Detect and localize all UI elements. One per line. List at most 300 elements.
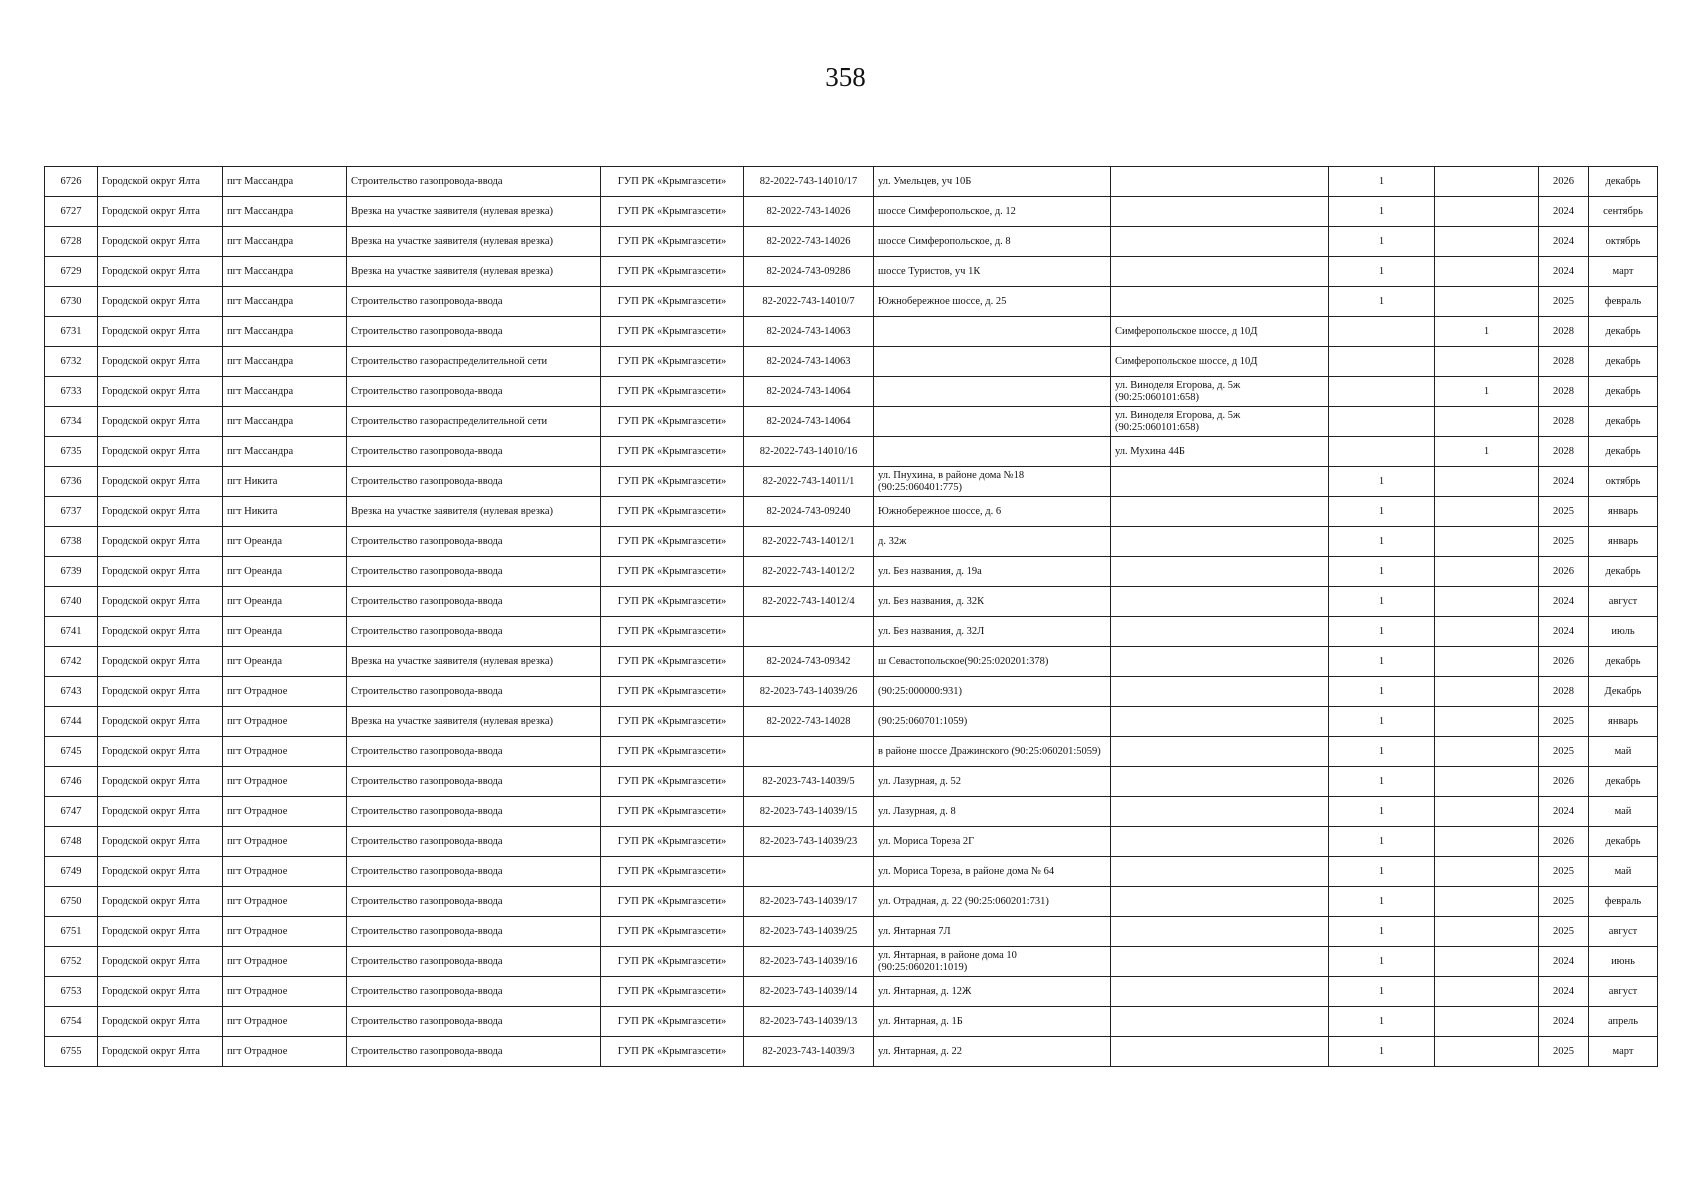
settlement-cell: пгт Ореанда [223, 527, 347, 557]
municipality-cell: Городской округ Ялта [98, 467, 223, 497]
table-row [45, 677, 1658, 707]
address-2-cell [1111, 287, 1329, 317]
month-cell: декабрь [1589, 347, 1658, 377]
month-cell: май [1589, 737, 1658, 767]
register-table [44, 166, 1658, 1067]
tech-conditions-cell: 82-2022-743-14028 [744, 707, 874, 737]
tech-conditions-cell: 82-2024-743-09240 [744, 497, 874, 527]
address-2-cell [1111, 677, 1329, 707]
count-cell: 1 [1329, 917, 1435, 947]
year-cell: 2028 [1539, 377, 1589, 407]
address-2-cell [1111, 707, 1329, 737]
count-cell: 1 [1329, 587, 1435, 617]
tech-conditions-cell: 82-2024-743-14063 [744, 317, 874, 347]
municipality-cell: Городской округ Ялта [98, 767, 223, 797]
month-cell: май [1589, 797, 1658, 827]
year-cell: 2025 [1539, 1037, 1589, 1067]
settlement-cell: пгт Массандра [223, 167, 347, 197]
year-cell: 2026 [1539, 827, 1589, 857]
page-number: 358 [825, 62, 866, 92]
row-number-cell: 6730 [45, 287, 98, 317]
count-cell: 1 [1329, 827, 1435, 857]
municipality-cell: Городской округ Ялта [98, 347, 223, 377]
settlement-cell: пгт Отрадное [223, 677, 347, 707]
municipality-cell: Городской округ Ялта [98, 197, 223, 227]
count-2-cell [1435, 407, 1539, 437]
year-cell: 2025 [1539, 527, 1589, 557]
count-2-cell [1435, 977, 1539, 1007]
month-cell: август [1589, 587, 1658, 617]
organization-cell: ГУП РК «Крымгазсети» [601, 767, 744, 797]
address-2-cell [1111, 617, 1329, 647]
count-2-cell [1435, 197, 1539, 227]
address-cell: ул. Отрадная, д. 22 (90:25:060201:731) [874, 887, 1111, 917]
month-cell: октябрь [1589, 227, 1658, 257]
municipality-cell: Городской округ Ялта [98, 797, 223, 827]
tech-conditions-cell [744, 737, 874, 767]
work-type-cell: Врезка на участке заявителя (нулевая врезка) [347, 257, 601, 287]
count-cell: 1 [1329, 557, 1435, 587]
municipality-cell: Городской округ Ялта [98, 647, 223, 677]
row-number-cell: 6744 [45, 707, 98, 737]
table-row [45, 377, 1658, 407]
address-2-cell [1111, 827, 1329, 857]
organization-cell: ГУП РК «Крымгазсети» [601, 377, 744, 407]
settlement-cell: пгт Никита [223, 467, 347, 497]
work-type-cell: Врезка на участке заявителя (нулевая врезка) [347, 227, 601, 257]
address-cell: ул. Мориса Тореза 2Г [874, 827, 1111, 857]
settlement-cell: пгт Никита [223, 497, 347, 527]
organization-cell: ГУП РК «Крымгазсети» [601, 437, 744, 467]
count-cell: 1 [1329, 617, 1435, 647]
address-cell: ул. Янтарная, д. 22 [874, 1037, 1111, 1067]
row-number-cell: 6728 [45, 227, 98, 257]
address-2-cell: Симферопольское шоссе, д 10Д [1111, 317, 1329, 347]
count-2-cell [1435, 167, 1539, 197]
tech-conditions-cell [744, 617, 874, 647]
address-2-cell [1111, 527, 1329, 557]
work-type-cell: Строительство газораспределительной сети [347, 407, 601, 437]
work-type-cell: Строительство газораспределительной сети [347, 347, 601, 377]
organization-cell: ГУП РК «Крымгазсети» [601, 677, 744, 707]
organization-cell: ГУП РК «Крымгазсети» [601, 287, 744, 317]
month-cell: июль [1589, 617, 1658, 647]
tech-conditions-cell: 82-2023-743-14039/15 [744, 797, 874, 827]
address-cell: шоссе Симферопольское, д. 8 [874, 227, 1111, 257]
address-2-cell [1111, 497, 1329, 527]
address-2-cell [1111, 1007, 1329, 1037]
year-cell: 2026 [1539, 647, 1589, 677]
count-2-cell [1435, 917, 1539, 947]
organization-cell: ГУП РК «Крымгазсети» [601, 257, 744, 287]
tech-conditions-cell: 82-2024-743-14063 [744, 347, 874, 377]
settlement-cell: пгт Отрадное [223, 977, 347, 1007]
address-cell: ул. Без названия, д. 32К [874, 587, 1111, 617]
count-cell: 1 [1329, 287, 1435, 317]
month-cell: январь [1589, 707, 1658, 737]
row-number-cell: 6732 [45, 347, 98, 377]
organization-cell: ГУП РК «Крымгазсети» [601, 887, 744, 917]
work-type-cell: Строительство газопровода-ввода [347, 677, 601, 707]
month-cell: декабрь [1589, 437, 1658, 467]
month-cell: декабрь [1589, 557, 1658, 587]
count-2-cell [1435, 257, 1539, 287]
work-type-cell: Строительство газопровода-ввода [347, 767, 601, 797]
row-number-cell: 6739 [45, 557, 98, 587]
row-number-cell: 6742 [45, 647, 98, 677]
address-2-cell [1111, 167, 1329, 197]
municipality-cell: Городской округ Ялта [98, 587, 223, 617]
month-cell: март [1589, 1037, 1658, 1067]
year-cell: 2024 [1539, 467, 1589, 497]
year-cell: 2024 [1539, 1007, 1589, 1037]
year-cell: 2024 [1539, 197, 1589, 227]
address-2-cell [1111, 197, 1329, 227]
address-2-cell [1111, 887, 1329, 917]
organization-cell: ГУП РК «Крымгазсети» [601, 947, 744, 977]
address-cell: шоссе Симферопольское, д. 12 [874, 197, 1111, 227]
settlement-cell: пгт Отрадное [223, 887, 347, 917]
year-cell: 2024 [1539, 257, 1589, 287]
count-cell [1329, 377, 1435, 407]
tech-conditions-cell: 82-2022-743-14026 [744, 197, 874, 227]
table-row [45, 497, 1658, 527]
month-cell: январь [1589, 497, 1658, 527]
count-cell: 1 [1329, 167, 1435, 197]
settlement-cell: пгт Ореанда [223, 617, 347, 647]
month-cell: декабрь [1589, 377, 1658, 407]
municipality-cell: Городской округ Ялта [98, 707, 223, 737]
organization-cell: ГУП РК «Крымгазсети» [601, 1037, 744, 1067]
organization-cell: ГУП РК «Крымгазсети» [601, 407, 744, 437]
table-row [45, 167, 1658, 197]
year-cell: 2026 [1539, 557, 1589, 587]
tech-conditions-cell: 82-2024-743-14064 [744, 407, 874, 437]
settlement-cell: пгт Ореанда [223, 647, 347, 677]
organization-cell: ГУП РК «Крымгазсети» [601, 317, 744, 347]
work-type-cell: Врезка на участке заявителя (нулевая врезка) [347, 647, 601, 677]
municipality-cell: Городской округ Ялта [98, 437, 223, 467]
work-type-cell: Врезка на участке заявителя (нулевая врезка) [347, 197, 601, 227]
address-2-cell [1111, 947, 1329, 977]
settlement-cell: пгт Отрадное [223, 947, 347, 977]
count-2-cell [1435, 947, 1539, 977]
count-2-cell [1435, 887, 1539, 917]
organization-cell: ГУП РК «Крымгазсети» [601, 827, 744, 857]
year-cell: 2024 [1539, 617, 1589, 647]
count-2-cell [1435, 617, 1539, 647]
year-cell: 2025 [1539, 887, 1589, 917]
tech-conditions-cell [744, 857, 874, 887]
year-cell: 2024 [1539, 587, 1589, 617]
tech-conditions-cell: 82-2023-743-14039/14 [744, 977, 874, 1007]
municipality-cell: Городской округ Ялта [98, 977, 223, 1007]
address-2-cell [1111, 737, 1329, 767]
municipality-cell: Городской округ Ялта [98, 407, 223, 437]
address-2-cell [1111, 557, 1329, 587]
tech-conditions-cell: 82-2023-743-14039/13 [744, 1007, 874, 1037]
organization-cell: ГУП РК «Крымгазсети» [601, 857, 744, 887]
municipality-cell: Городской округ Ялта [98, 677, 223, 707]
count-2-cell [1435, 737, 1539, 767]
address-cell [874, 437, 1111, 467]
count-cell: 1 [1329, 797, 1435, 827]
year-cell: 2028 [1539, 437, 1589, 467]
month-cell: октябрь [1589, 467, 1658, 497]
count-cell [1329, 347, 1435, 377]
count-cell: 1 [1329, 527, 1435, 557]
table-row [45, 467, 1658, 497]
work-type-cell: Строительство газопровода-ввода [347, 917, 601, 947]
tech-conditions-cell: 82-2023-743-14039/25 [744, 917, 874, 947]
settlement-cell: пгт Массандра [223, 347, 347, 377]
work-type-cell: Строительство газопровода-ввода [347, 827, 601, 857]
address-cell: ул. Пнухина, в районе дома №18 (90:25:060401:775) [874, 467, 1111, 497]
year-cell: 2026 [1539, 167, 1589, 197]
tech-conditions-cell: 82-2023-743-14039/26 [744, 677, 874, 707]
table-row [45, 437, 1658, 467]
work-type-cell: Строительство газопровода-ввода [347, 797, 601, 827]
work-type-cell: Строительство газопровода-ввода [347, 377, 601, 407]
table-row [45, 1007, 1658, 1037]
organization-cell: ГУП РК «Крымгазсети» [601, 737, 744, 767]
month-cell: декабрь [1589, 407, 1658, 437]
row-number-cell: 6734 [45, 407, 98, 437]
work-type-cell: Строительство газопровода-ввода [347, 737, 601, 767]
tech-conditions-cell: 82-2022-743-14010/17 [744, 167, 874, 197]
municipality-cell: Городской округ Ялта [98, 827, 223, 857]
year-cell: 2025 [1539, 857, 1589, 887]
address-cell: (90:25:000000:931) [874, 677, 1111, 707]
organization-cell: ГУП РК «Крымгазсети» [601, 527, 744, 557]
address-cell [874, 377, 1111, 407]
settlement-cell: пгт Массандра [223, 257, 347, 287]
work-type-cell: Строительство газопровода-ввода [347, 437, 601, 467]
row-number-cell: 6747 [45, 797, 98, 827]
row-number-cell: 6743 [45, 677, 98, 707]
tech-conditions-cell: 82-2024-743-09286 [744, 257, 874, 287]
count-cell [1329, 437, 1435, 467]
count-2-cell [1435, 467, 1539, 497]
count-2-cell: 1 [1435, 317, 1539, 347]
count-2-cell [1435, 587, 1539, 617]
month-cell: Декабрь [1589, 677, 1658, 707]
table-row [45, 317, 1658, 347]
count-2-cell [1435, 797, 1539, 827]
month-cell: декабрь [1589, 827, 1658, 857]
count-2-cell: 1 [1435, 437, 1539, 467]
address-2-cell [1111, 1037, 1329, 1067]
table-row [45, 977, 1658, 1007]
month-cell: декабрь [1589, 167, 1658, 197]
count-2-cell [1435, 677, 1539, 707]
row-number-cell: 6736 [45, 467, 98, 497]
year-cell: 2028 [1539, 677, 1589, 707]
organization-cell: ГУП РК «Крымгазсети» [601, 197, 744, 227]
year-cell: 2024 [1539, 797, 1589, 827]
table-row [45, 287, 1658, 317]
count-2-cell: 1 [1435, 377, 1539, 407]
tech-conditions-cell: 82-2024-743-09342 [744, 647, 874, 677]
count-2-cell [1435, 1037, 1539, 1067]
table-row [45, 527, 1658, 557]
row-number-cell: 6738 [45, 527, 98, 557]
count-2-cell [1435, 497, 1539, 527]
work-type-cell: Строительство газопровода-ввода [347, 857, 601, 887]
month-cell: июнь [1589, 947, 1658, 977]
municipality-cell: Городской округ Ялта [98, 917, 223, 947]
table-row [45, 347, 1658, 377]
municipality-cell: Городской округ Ялта [98, 497, 223, 527]
tech-conditions-cell: 82-2023-743-14039/17 [744, 887, 874, 917]
municipality-cell: Городской округ Ялта [98, 557, 223, 587]
count-cell: 1 [1329, 857, 1435, 887]
address-cell: ул. Янтарная, д. 12Ж [874, 977, 1111, 1007]
address-2-cell: ул. Мухина 44Б [1111, 437, 1329, 467]
table-row [45, 557, 1658, 587]
row-number-cell: 6731 [45, 317, 98, 347]
settlement-cell: пгт Отрадное [223, 857, 347, 887]
month-cell: май [1589, 857, 1658, 887]
address-cell: в районе шоссе Дражинского (90:25:060201:5059) [874, 737, 1111, 767]
work-type-cell: Строительство газопровода-ввода [347, 977, 601, 1007]
work-type-cell: Строительство газопровода-ввода [347, 557, 601, 587]
row-number-cell: 6727 [45, 197, 98, 227]
table-row [45, 647, 1658, 677]
row-number-cell: 6752 [45, 947, 98, 977]
municipality-cell: Городской округ Ялта [98, 737, 223, 767]
work-type-cell: Врезка на участке заявителя (нулевая врезка) [347, 497, 601, 527]
count-cell [1329, 407, 1435, 437]
work-type-cell: Строительство газопровода-ввода [347, 587, 601, 617]
count-cell: 1 [1329, 197, 1435, 227]
municipality-cell: Городской округ Ялта [98, 317, 223, 347]
organization-cell: ГУП РК «Крымгазсети» [601, 587, 744, 617]
settlement-cell: пгт Массандра [223, 227, 347, 257]
address-cell: ул. Умельцев, уч 10Б [874, 167, 1111, 197]
year-cell: 2025 [1539, 287, 1589, 317]
settlement-cell: пгт Массандра [223, 377, 347, 407]
organization-cell: ГУП РК «Крымгазсети» [601, 467, 744, 497]
address-2-cell [1111, 227, 1329, 257]
municipality-cell: Городской округ Ялта [98, 947, 223, 977]
municipality-cell: Городской округ Ялта [98, 287, 223, 317]
count-2-cell [1435, 707, 1539, 737]
month-cell: февраль [1589, 287, 1658, 317]
settlement-cell: пгт Отрадное [223, 1037, 347, 1067]
address-cell: ул. Мориса Тореза, в районе дома № 64 [874, 857, 1111, 887]
table-row [45, 407, 1658, 437]
year-cell: 2028 [1539, 347, 1589, 377]
month-cell: апрель [1589, 1007, 1658, 1037]
count-cell: 1 [1329, 947, 1435, 977]
municipality-cell: Городской округ Ялта [98, 377, 223, 407]
address-cell [874, 407, 1111, 437]
organization-cell: ГУП РК «Крымгазсети» [601, 797, 744, 827]
tech-conditions-cell: 82-2024-743-14064 [744, 377, 874, 407]
settlement-cell: пгт Отрадное [223, 797, 347, 827]
month-cell: сентябрь [1589, 197, 1658, 227]
count-cell: 1 [1329, 977, 1435, 1007]
organization-cell: ГУП РК «Крымгазсети» [601, 227, 744, 257]
tech-conditions-cell: 82-2022-743-14010/16 [744, 437, 874, 467]
organization-cell: ГУП РК «Крымгазсети» [601, 617, 744, 647]
settlement-cell: пгт Отрадное [223, 917, 347, 947]
address-2-cell: ул. Виноделя Егорова, д. 5ж (90:25:060101:658) [1111, 407, 1329, 437]
address-cell: ул. Лазурная, д. 8 [874, 797, 1111, 827]
row-number-cell: 6750 [45, 887, 98, 917]
settlement-cell: пгт Массандра [223, 437, 347, 467]
table-row [45, 767, 1658, 797]
year-cell: 2024 [1539, 227, 1589, 257]
address-2-cell: Симферопольское шоссе, д 10Д [1111, 347, 1329, 377]
row-number-cell: 6741 [45, 617, 98, 647]
table-row [45, 617, 1658, 647]
municipality-cell: Городской округ Ялта [98, 527, 223, 557]
work-type-cell: Строительство газопровода-ввода [347, 527, 601, 557]
count-cell [1329, 317, 1435, 347]
organization-cell: ГУП РК «Крымгазсети» [601, 557, 744, 587]
table-row [45, 707, 1658, 737]
row-number-cell: 6735 [45, 437, 98, 467]
month-cell: январь [1589, 527, 1658, 557]
address-2-cell [1111, 587, 1329, 617]
table-row [45, 587, 1658, 617]
address-cell: (90:25:060701:1059) [874, 707, 1111, 737]
row-number-cell: 6729 [45, 257, 98, 287]
address-2-cell [1111, 797, 1329, 827]
table-row [45, 917, 1658, 947]
month-cell: декабрь [1589, 647, 1658, 677]
address-cell: ул. Янтарная, д. 1Б [874, 1007, 1111, 1037]
count-2-cell [1435, 227, 1539, 257]
tech-conditions-cell: 82-2022-743-14012/2 [744, 557, 874, 587]
address-cell: ул. Янтарная, в районе дома 10 (90:25:060201:1019) [874, 947, 1111, 977]
settlement-cell: пгт Отрадное [223, 707, 347, 737]
count-2-cell [1435, 527, 1539, 557]
address-cell: ул. Янтарная 7Л [874, 917, 1111, 947]
count-cell: 1 [1329, 707, 1435, 737]
municipality-cell: Городской округ Ялта [98, 1007, 223, 1037]
count-2-cell [1435, 557, 1539, 587]
table-row [45, 797, 1658, 827]
count-cell: 1 [1329, 887, 1435, 917]
year-cell: 2024 [1539, 977, 1589, 1007]
count-2-cell [1435, 767, 1539, 797]
count-2-cell [1435, 827, 1539, 857]
address-cell: шоссе Туристов, уч 1К [874, 257, 1111, 287]
address-2-cell [1111, 257, 1329, 287]
count-cell: 1 [1329, 677, 1435, 707]
count-cell: 1 [1329, 257, 1435, 287]
row-number-cell: 6733 [45, 377, 98, 407]
tech-conditions-cell: 82-2023-743-14039/23 [744, 827, 874, 857]
row-number-cell: 6749 [45, 857, 98, 887]
tech-conditions-cell: 82-2023-743-14039/16 [744, 947, 874, 977]
municipality-cell: Городской округ Ялта [98, 617, 223, 647]
year-cell: 2025 [1539, 497, 1589, 527]
settlement-cell: пгт Отрадное [223, 767, 347, 797]
count-cell: 1 [1329, 497, 1435, 527]
municipality-cell: Городской округ Ялта [98, 1037, 223, 1067]
row-number-cell: 6754 [45, 1007, 98, 1037]
address-cell: ш Севастопольское(90:25:020201:378) [874, 647, 1111, 677]
table-row [45, 197, 1658, 227]
address-cell [874, 317, 1111, 347]
table-row [45, 257, 1658, 287]
count-2-cell [1435, 347, 1539, 377]
count-cell: 1 [1329, 647, 1435, 677]
